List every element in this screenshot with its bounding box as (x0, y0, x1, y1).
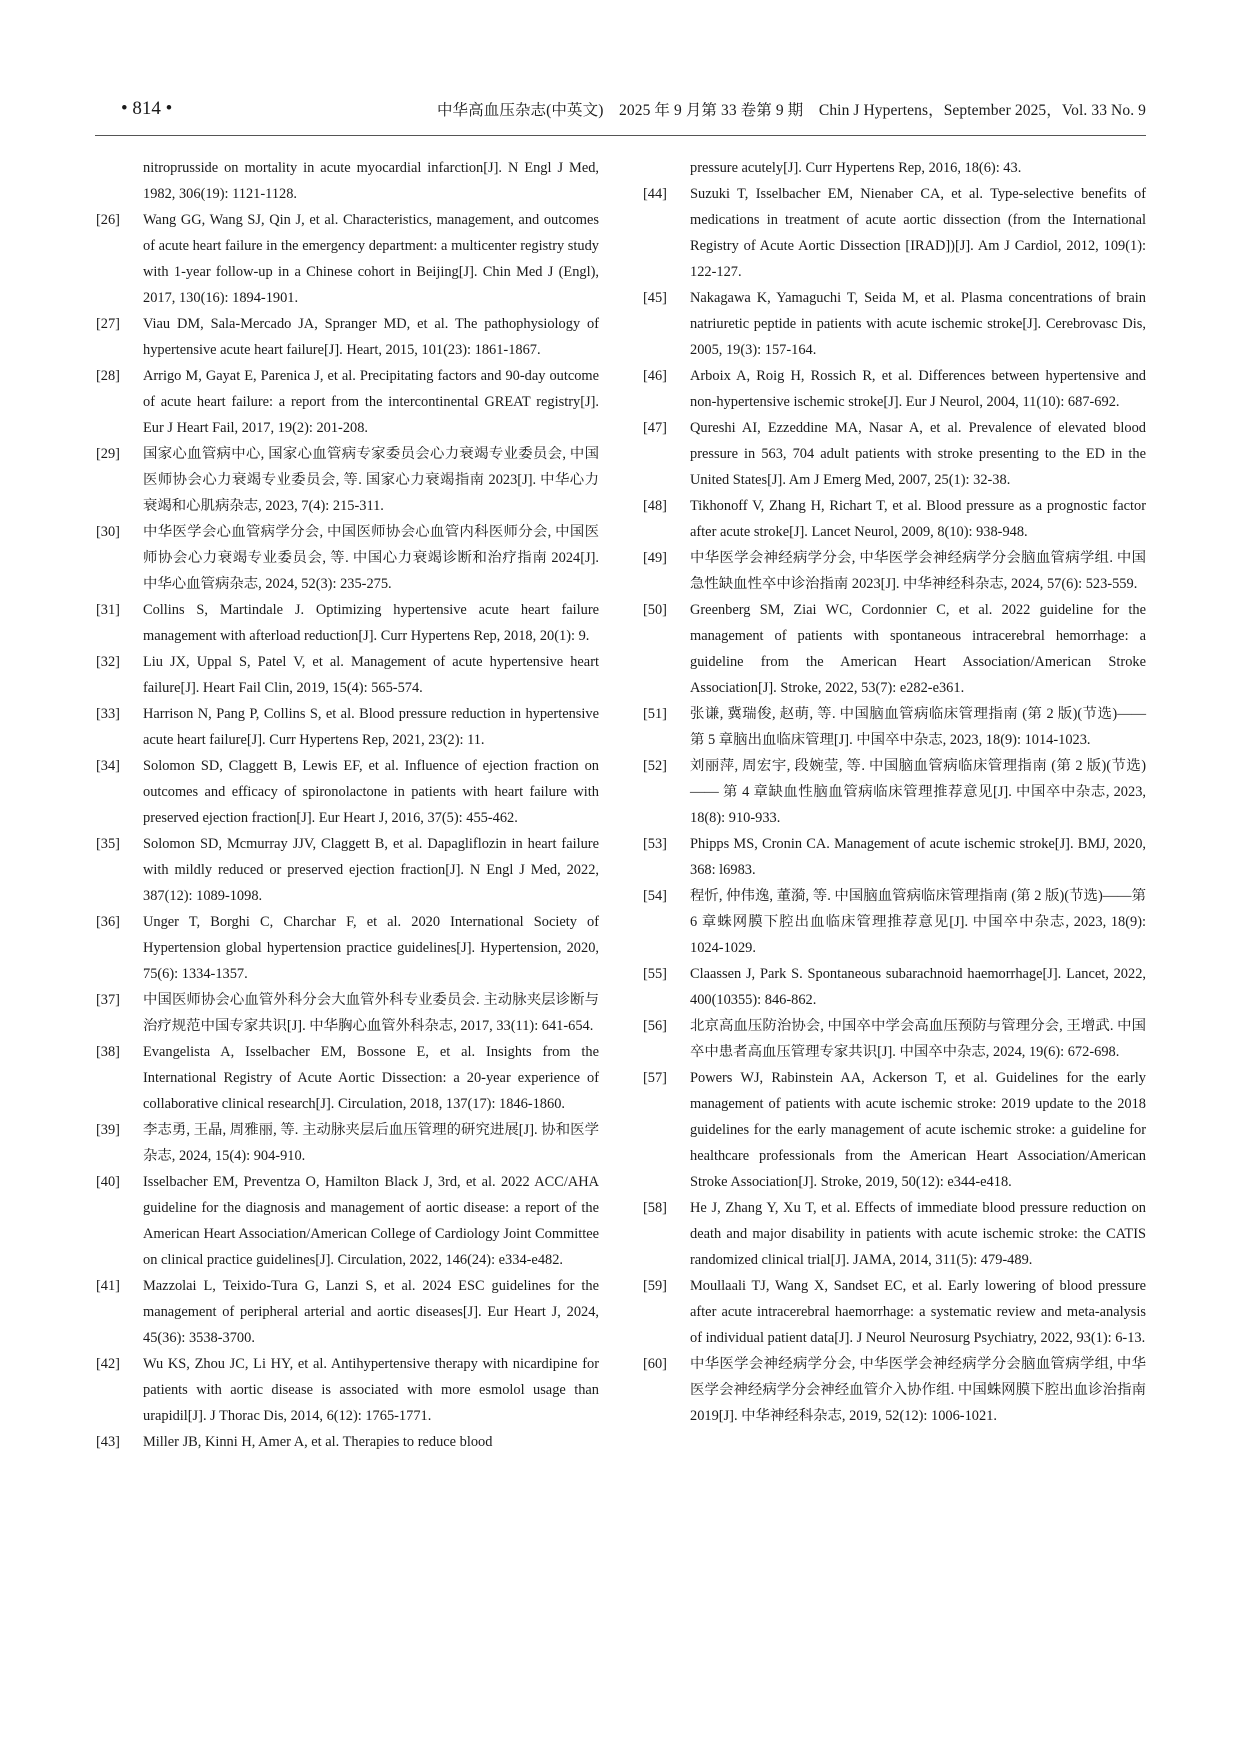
page-header (95, 98, 1146, 128)
reference-item (96, 311, 599, 363)
reference-item (96, 753, 599, 831)
reference-item (96, 1429, 599, 1455)
reference-text: Mazzolai L, Teixido-Tura G, Lanzi S, et al. 2024 ESC guidelines for the management of peripheral arterial and aortic diseases[J]. Eur Heart J, 2024, 45(36): 3538-3700. (143, 1278, 599, 1346)
reference-number: [37] (96, 992, 120, 1008)
reference-item (643, 961, 1146, 1013)
reference-item (96, 649, 599, 701)
reference-text: Nakagawa K, Yamaguchi T, Seida M, et al. Plasma concentrations of brain natriuretic peptide in patients with acute ischemic stroke[J]. Cerebrovasc Dis, 2005, 19(3): 157-164. (690, 290, 1146, 358)
reference-number: [44] (643, 186, 667, 202)
left-reference-column (96, 155, 599, 1455)
reference-number: [34] (96, 758, 120, 774)
reference-number: [53] (643, 836, 667, 852)
reference-item (643, 415, 1146, 493)
header-divider (95, 135, 1146, 136)
reference-number: [49] (643, 550, 667, 566)
reference-text: 程忻, 仲伟逸, 董漪, 等. 中国脑血管病临床管理指南 (第 2 版)(节选)——第 6 章蛛网膜下腔出血临床管理推荐意见[J]. 中国卒中杂志, 2023, 18(9): 1024-1029. (690, 888, 1146, 956)
reference-item (643, 1273, 1146, 1351)
reference-item (96, 1039, 599, 1117)
reference-number: [55] (643, 966, 667, 982)
reference-number: [36] (96, 914, 120, 930)
reference-item (643, 545, 1146, 597)
reference-item (96, 519, 599, 597)
right-reference-column (643, 155, 1146, 1429)
reference-item (96, 1273, 599, 1351)
reference-number: [46] (643, 368, 667, 384)
reference-number: [48] (643, 498, 667, 514)
reference-text: Wu KS, Zhou JC, Li HY, et al. Antihypertensive therapy with nicardipine for patients with aortic disease is associated with more esmolol usage than urapidil[J]. J Thorac Dis, 2014, 6(12): 1765-1771. (143, 1356, 599, 1424)
reference-number: [38] (96, 1044, 120, 1060)
reference-item (643, 493, 1146, 545)
reference-text: Liu JX, Uppal S, Patel V, et al. Management of acute hypertensive heart failure[J]. Heart Fail Clin, 2019, 15(4): 565-574. (143, 654, 599, 696)
reference-number: [45] (643, 290, 667, 306)
reference-text: Unger T, Borghi C, Charchar F, et al. 2020 International Society of Hypertension global hypertension practice guidelines[J]. Hypertension, 2020, 75(6): 1334-1357. (143, 914, 599, 982)
reference-item (96, 701, 599, 753)
reference-number: [40] (96, 1174, 120, 1190)
reference-text: Suzuki T, Isselbacher EM, Nienaber CA, et al. Type-selective benefits of medications in treatment of acute aortic dissection (from the International Registry of Acute Aortic Dissection [IRAD])[J]. Am J Cardiol, 2012, 109(1): 122-127. (690, 186, 1146, 280)
reference-item (643, 831, 1146, 883)
reference-number: [54] (643, 888, 667, 904)
reference-item (643, 1195, 1146, 1273)
reference-item (96, 831, 599, 909)
reference-number: [33] (96, 706, 120, 722)
reference-number: [56] (643, 1018, 667, 1034)
reference-item (96, 909, 599, 987)
reference-text: He J, Zhang Y, Xu T, et al. Effects of immediate blood pressure reduction on death and major disability in patients with acute ischemic stroke: the CATIS randomized clinical trial[J]. JAMA, 2014, 311(5): 479-489. (690, 1200, 1146, 1268)
reference-number: [41] (96, 1278, 120, 1294)
reference-number: [28] (96, 368, 120, 384)
reference-item (96, 597, 599, 649)
reference-text: Claassen J, Park S. Spontaneous subarachnoid haemorrhage[J]. Lancet, 2022, 400(10355): 846-862. (690, 966, 1146, 1008)
reference-number: [29] (96, 446, 120, 462)
reference-number: [31] (96, 602, 120, 618)
reference-text: 中华医学会神经病学分会, 中华医学会神经病学分会脑血管病学组. 中国急性缺血性卒中诊治指南 2023[J]. 中华神经科杂志, 2024, 57(6): 523-559. (690, 550, 1146, 592)
reference-number: [58] (643, 1200, 667, 1216)
reference-text: Solomon SD, Claggett B, Lewis EF, et al. Influence of ejection fraction on outcomes and efficacy of spironolactone in patients with heart failure with preserved ejection fraction[J]. Eur Heart J, 2016, 37(5): 455-462. (143, 758, 599, 826)
running-title: 中华高血压杂志(中英文) 2025 年 9 月第 33 卷第 9 期 Chin J Hypertens，September 2025，Vol. 33 No. 9 (436, 102, 1146, 119)
reference-text: 国家心血管病中心, 国家心血管病专家委员会心力衰竭专业委员会, 中国医师协会心力衰竭专业委员会, 等. 国家心力衰竭指南 2023[J]. 中华心力衰竭和心肌病杂志, 2023, 7(4): 215-311. (143, 446, 599, 514)
reference-number: [47] (643, 420, 667, 436)
reference-item (96, 363, 599, 441)
reference-number: [52] (643, 758, 667, 774)
reference-number: [30] (96, 524, 120, 540)
reference-item (96, 1351, 599, 1429)
reference-item (643, 1013, 1146, 1065)
reference-number: [59] (643, 1278, 667, 1294)
reference-number: [35] (96, 836, 120, 852)
reference-text: Miller JB, Kinni H, Amer A, et al. Therapies to reduce blood (143, 1434, 493, 1450)
reference-number: [42] (96, 1356, 120, 1372)
reference-text: 中国医师协会心血管外科分会大血管外科专业委员会. 主动脉夹层诊断与治疗规范中国专家共识[J]. 中华胸心血管外科杂志, 2017, 33(11): 641-654. (143, 992, 599, 1034)
reference-number: [32] (96, 654, 120, 670)
reference-item (643, 181, 1146, 285)
reference-text: Powers WJ, Rabinstein AA, Ackerson T, et al. Guidelines for the early management of patients with acute ischemic stroke: 2019 update to the 2018 guidelines for the early management of acute ischemic stroke: a guideline for healthcare professionals from the American Heart Association/American Stroke Association[J]. Stroke, 2019, 50(12): e344-e418. (690, 1070, 1146, 1190)
reference-number: [50] (643, 602, 667, 618)
reference-text: 中华医学会心血管病学分会, 中国医师协会心血管内科医师分会, 中国医师协会心力衰竭专业委员会, 等. 中国心力衰竭诊断和治疗指南 2024[J]. 中华心血管病杂志, 2024, 52(3): 235-275. (143, 524, 599, 592)
reference-item (643, 883, 1146, 961)
reference-number: [57] (643, 1070, 667, 1086)
reference-item (96, 987, 599, 1039)
page-number: • 814 • (121, 98, 173, 119)
reference-text: Greenberg SM, Ziai WC, Cordonnier C, et al. 2022 guideline for the management of patients with spontaneous intracerebral hemorrhage: a guideline from the American Heart Association/American Stroke Association[J]. Stroke, 2022, 53(7): e282-e361. (690, 602, 1146, 696)
reference-text: Tikhonoff V, Zhang H, Richart T, et al. Blood pressure as a prognostic factor after acute stroke[J]. Lancet Neurol, 2009, 8(10): 938-948. (690, 498, 1146, 540)
reference-text: Isselbacher EM, Preventza O, Hamilton Black J, 3rd, et al. 2022 ACC/AHA guideline for the diagnosis and management of aortic disease: a report of the American Heart Association/American College of Cardiology Joint Committee on clinical practice guidelines[J]. Circulation, 2022, 146(24): e334-e482. (143, 1174, 599, 1268)
reference-text: Solomon SD, Mcmurray JJV, Claggett B, et al. Dapagliflozin in heart failure with mildly reduced or preserved ejection fraction[J]. N Engl J Med, 2022, 387(12): 1089-1098. (143, 836, 599, 904)
reference-item (643, 701, 1146, 753)
reference-text: Moullaali TJ, Wang X, Sandset EC, et al. Early lowering of blood pressure after acute intracerebral haemorrhage: a systematic review and meta-analysis of individual patient data[J]. J Neurol Neurosurg Psychiatry, 2022, 93(1): 6-13. (690, 1278, 1146, 1346)
reference-text: Arboix A, Roig H, Rossich R, et al. Differences between hypertensive and non-hypertensive ischemic stroke[J]. Eur J Neurol, 2004, 11(10): 687-692. (690, 368, 1146, 410)
reference-text: Wang GG, Wang SJ, Qin J, et al. Characteristics, management, and outcomes of acute heart failure in the emergency department: a multicenter registry study with 1-year follow-up in a Chinese cohort in Beijing[J]. Chin Med J (Engl), 2017, 130(16): 1894-1901. (143, 212, 599, 306)
reference-number: [51] (643, 706, 667, 722)
reference-item (643, 155, 1146, 181)
reference-text: 李志勇, 王晶, 周雅丽, 等. 主动脉夹层后血压管理的研究进展[J]. 协和医学杂志, 2024, 15(4): 904-910. (143, 1122, 599, 1164)
reference-number: [43] (96, 1434, 120, 1450)
reference-text: Harrison N, Pang P, Collins S, et al. Blood pressure reduction in hypertensive acute heart failure[J]. Curr Hypertens Rep, 2021, 23(2): 11. (143, 706, 599, 748)
reference-item (96, 155, 599, 207)
reference-number: [60] (643, 1356, 667, 1372)
reference-text: Qureshi AI, Ezzeddine MA, Nasar A, et al. Prevalence of elevated blood pressure in 563, 704 adult patients with stroke presenting to the ED in the United States[J]. Am J Emerg Med, 2007, 25(1): 32-38. (690, 420, 1146, 488)
reference-item (96, 207, 599, 311)
reference-text: Arrigo M, Gayat E, Parenica J, et al. Precipitating factors and 90-day outcome of acute heart failure: a report from the intercontinental GREAT registry[J]. Eur J Heart Fail, 2017, 19(2): 201-208. (143, 368, 599, 436)
reference-item (643, 1351, 1146, 1429)
reference-text: nitroprusside on mortality in acute myocardial infarction[J]. N Engl J Med, 1982, 306(19): 1121-1128. (143, 160, 599, 202)
reference-item (643, 285, 1146, 363)
reference-text: 刘丽萍, 周宏宇, 段婉莹, 等. 中国脑血管病临床管理指南 (第 2 版)(节选)—— 第 4 章缺血性脑血管病临床管理推荐意见[J]. 中国卒中杂志, 2023, 18(8): 910-933. (690, 758, 1146, 826)
reference-number: [27] (96, 316, 120, 332)
reference-item (643, 363, 1146, 415)
reference-item (643, 753, 1146, 831)
reference-item (96, 1169, 599, 1273)
reference-number: [26] (96, 212, 120, 228)
reference-item (643, 1065, 1146, 1195)
reference-item (96, 441, 599, 519)
reference-number: [39] (96, 1122, 120, 1138)
reference-text: 北京高血压防治协会, 中国卒中学会高血压预防与管理分会, 王增武. 中国卒中患者高血压管理专家共识[J]. 中国卒中杂志, 2024, 19(6): 672-698. (690, 1018, 1146, 1060)
reference-text: Phipps MS, Cronin CA. Management of acute ischemic stroke[J]. BMJ, 2020, 368: l6983. (690, 836, 1146, 878)
reference-text: 张谦, 冀瑞俊, 赵萌, 等. 中国脑血管病临床管理指南 (第 2 版)(节选)—— 第 5 章脑出血临床管理[J]. 中国卒中杂志, 2023, 18(9): 1014-1023. (690, 706, 1146, 748)
reference-text: pressure acutely[J]. Curr Hypertens Rep, 2016, 18(6): 43. (690, 160, 1022, 176)
reference-text: Viau DM, Sala-Mercado JA, Spranger MD, et al. The pathophysiology of hypertensive acute heart failure[J]. Heart, 2015, 101(23): 1861-1867. (143, 316, 599, 358)
reference-text: Collins S, Martindale J. Optimizing hypertensive acute heart failure management with afterload reduction[J]. Curr Hypertens Rep, 2018, 20(1): 9. (143, 602, 599, 644)
reference-item (643, 597, 1146, 701)
reference-text: Evangelista A, Isselbacher EM, Bossone E, et al. Insights from the International Registry of Acute Aortic Dissection: a 20-year experience of collaborative clinical research[J]. Circulation, 2018, 137(17): 1846-1860. (143, 1044, 599, 1112)
reference-text: 中华医学会神经病学分会, 中华医学会神经病学分会脑血管病学组, 中华医学会神经病学分会神经血管介入协作组. 中国蛛网膜下腔出血诊治指南 2019[J]. 中华神经科杂志, 2019, 52(12): 1006-1021. (690, 1356, 1146, 1424)
reference-item (96, 1117, 599, 1169)
